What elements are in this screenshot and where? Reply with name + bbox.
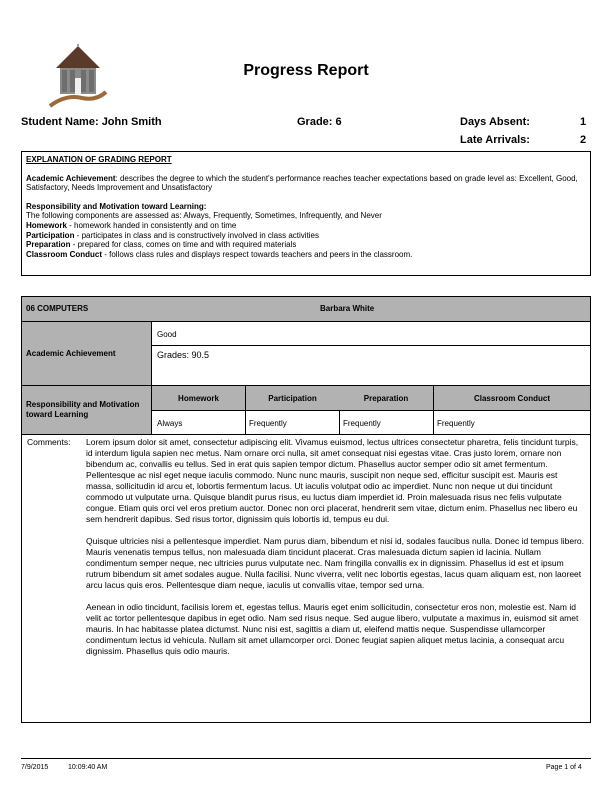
comments-text — [86, 437, 586, 668]
student-name-row — [21, 116, 162, 128]
grade-row — [297, 116, 342, 128]
days-absent-label: Days Absent: — [460, 116, 530, 128]
academic-achievement-label-cell — [22, 321, 151, 385]
academic-rating-cell — [151, 321, 590, 345]
student-name-value: John Smith — [101, 116, 162, 128]
conduct-explanation: Classroom Conduct - follows class rules and displays respect towards teachers and peers in the classroom. — [26, 249, 413, 259]
comment-paragraph: Quisque ultricies nisi a pellentesque imperdiet. Nam purus diam, bibendum et nisi id, sodales faucibus nulla. Donec id tempus libero. Mauris venenatis tempus tellus, non malesuada diam tincidunt placerat. Cras malesuada dictum sapien id lacinia. Nullam condimentum semper neque, nec ultricies purus vulputate nec. Nam fringilla convallis ex in dignissim. Phasellus id est et ipsum rutrum bibendum sit amet sodales augue. Nulla facilisi. Nunc viverra, velit nec lobortis egestas, lacus quam aliquam est, non laoreet arcu lacus quis eros. Pellentesque diam neque, iaculis ut convallis vitae, tempor sed urna. — [86, 536, 584, 590]
grading-explanation-box — [21, 151, 591, 276]
conduct-value-cell — [433, 410, 590, 434]
days-absent-value: 1 — [580, 116, 587, 128]
preparation-value: Frequently — [343, 419, 381, 428]
grades-cell — [151, 345, 590, 385]
participation-explanation: Participation - participates in class and is constructively involved in class activities — [26, 230, 319, 240]
participation-value: Frequently — [249, 419, 287, 428]
late-arrivals-value: 2 — [580, 134, 587, 146]
responsibility-heading: Responsibility and Motivation toward Learning: — [26, 201, 207, 211]
course-header-row — [22, 297, 590, 321]
homework-explanation: Homework - homework handed in consistently and on time — [26, 220, 237, 230]
footer-page-number: Page 1 of 4 — [546, 764, 582, 771]
footer-rule — [21, 758, 591, 759]
column-preparation: Preparation — [339, 385, 433, 410]
footer-date: 7/9/2015 — [21, 764, 49, 771]
comment-paragraph: Lorem ipsum dolor sit amet, consectetur adipiscing elit. Vivamus euismod, lectus ultrices consectetur pharetra, felis tincidunt turpis, id interdum ligula sapien nec metus. Nam ornare orci nulla, sit amet consequat nisi egestas vitae. Cras justo lorem, ornare non bibendum ac, convallis eu tellus. Sed in erat quis sapien tempor dictum. Phasellus auctor semper odio sit amet fermentum. Pellentesque ac nisl eget neque iaculis commodo. Nunc nunc mauris, suscipit non neque sed, efficitur suscipit est. Mauris est massa, sollicitudin id arcu et, lobortis fermentum lacus. Ut iaculis volutpat odio ac imperdiet. Nunc non neque ut dui tincidunt commodo ut vulputate urna. Quisque blandit purus risus, eu luctus diam imperdiet id. Proin malesuada risus nec felis vulputate congue. Etiam quis orci vel eros pretium auctor. Donec non orci placerat, hendrerit sem vitae, dictum enim. Phasellus nec libero eu sem hendrerit dapibus. Sed risus tortor, dignissim quis lobortis id, tempus eu dui. — [86, 437, 579, 524]
grades-value: Grades: 90.5 — [157, 350, 210, 360]
explanation-heading: EXPLANATION OF GRADING REPORT — [26, 155, 172, 164]
footer-time: 10:09:40 AM — [68, 764, 108, 771]
responsibility-label-cell — [22, 385, 151, 434]
late-arrivals-label: Late Arrivals: — [460, 134, 530, 146]
grade-value: 6 — [335, 116, 342, 128]
comment-paragraph: Aenean in odio tincidunt, facilisis lorem et, egestas tellus. Mauris eget enim sollicitudin, consectetur eros non, molestie est. Nam id velit ac tortor pellentesque dapibus in eget odio. Nam sed risus neque. Sed augue libero, vulputate a maximus in, euismod sit amet mauris. In hac habitasse platea dictumst. Nunc nisi est, sagittis a diam ut, eleifend mattis neque. Suspendisse ullamcorper condimentum lectus id vehicula. Nullam sit amet ullamcorper orci. Donec feugiat sapien aliquet metus lacinia, a consequat arcu dignissim. Phasellus quis odio mauris. — [86, 602, 579, 656]
divider — [22, 434, 590, 435]
preparation-value-cell — [339, 410, 433, 434]
course-name: 06 COMPUTERS — [26, 304, 89, 313]
homework-value-cell — [151, 410, 245, 434]
comments-label: Comments: — [27, 437, 71, 447]
teacher-name: Barbara White — [320, 304, 375, 313]
column-classroom-conduct: Classroom Conduct — [433, 385, 590, 410]
responsibility-intro: The following components are assessed as: Always, Frequently, Sometimes, Infrequently, and Never — [26, 211, 382, 221]
column-participation: Participation — [245, 385, 339, 410]
academic-rating: Good — [157, 330, 177, 339]
course-report-table — [21, 296, 591, 723]
homework-value: Always — [157, 419, 183, 428]
column-homework: Homework — [151, 385, 245, 410]
preparation-explanation: Preparation - prepared for class, comes on time and with required materials — [26, 240, 297, 250]
participation-value-cell — [245, 410, 339, 434]
student-name-label: Student Name: — [21, 116, 99, 128]
academic-explanation: Academic Achievement: describes the degree to which the student's performance reaches teacher expectations based on grade level as: Excellent, Good, Satisfactory, Needs Improvement and Unsatisfactory — [26, 173, 578, 193]
conduct-value: Frequently — [437, 419, 475, 428]
grade-label: Grade: — [297, 116, 333, 128]
responsibility-label: Responsibility and Motivation toward Learning — [26, 400, 140, 419]
academic-achievement-label: Academic Achievement — [26, 349, 116, 358]
page-title: Progress Report — [243, 62, 369, 79]
